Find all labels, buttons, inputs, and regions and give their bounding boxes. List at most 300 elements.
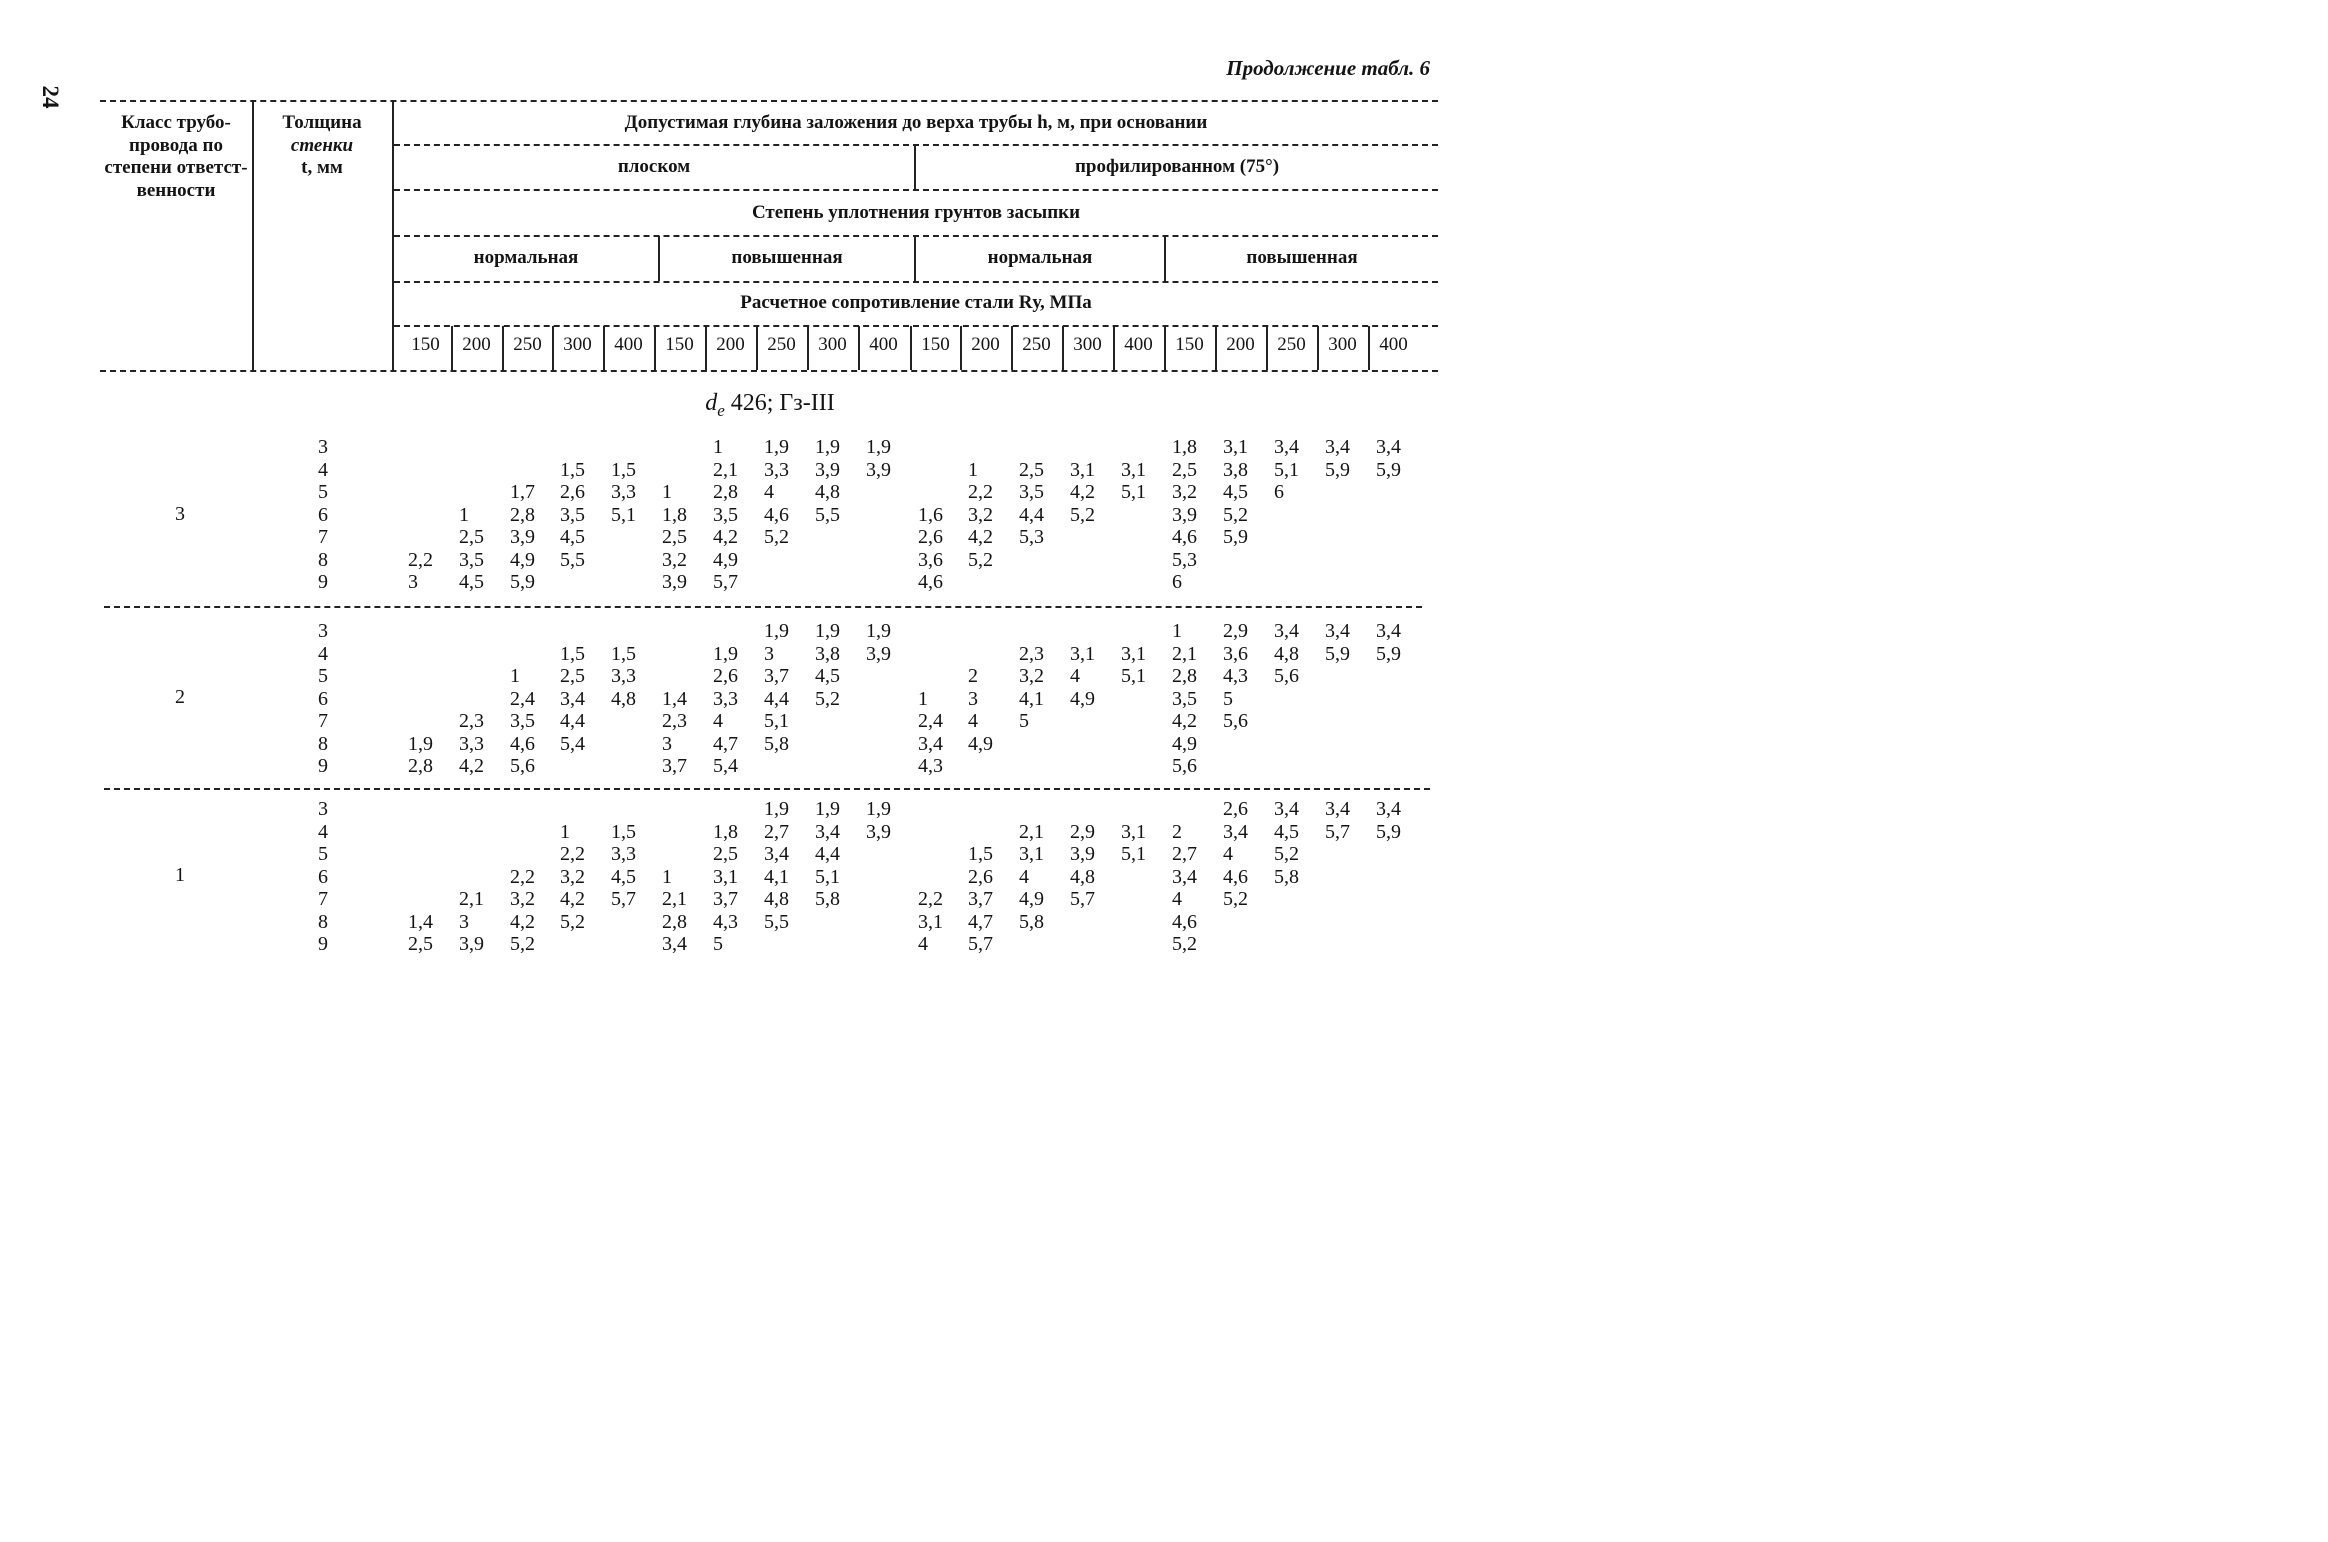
header-divider [252, 101, 254, 370]
depth-value: 1 [918, 687, 928, 710]
wall-thickness-label: 3 [318, 798, 328, 820]
depth-value: 5,7 [1070, 888, 1095, 910]
depth-value: 4,5 [815, 665, 840, 687]
wall-thickness-label: 4 [318, 820, 328, 843]
depth-value: 3,5 [459, 548, 484, 571]
depth-value: 5,9 [1223, 526, 1248, 548]
depth-value: 2,5 [662, 526, 687, 548]
wall-thickness-label: 7 [318, 526, 328, 548]
ry-value-cell: 250 [513, 334, 542, 355]
depth-value: 3,9 [866, 820, 891, 843]
depth-value: 4,7 [968, 910, 993, 933]
header-compaction-title: Степень уплотнения грунтов засыпки [751, 202, 1081, 223]
depth-value: 5,1 [815, 865, 840, 888]
depth-value: 5,5 [815, 503, 840, 526]
depth-value: 5,6 [1274, 665, 1299, 687]
depth-value: 2,8 [408, 755, 433, 777]
depth-value: 4,8 [815, 481, 840, 503]
header-base-flat: плоском [617, 156, 691, 177]
depth-value: 4,4 [1019, 503, 1044, 526]
depth-value: 2,4 [918, 710, 943, 732]
depth-value: 5,2 [1223, 888, 1248, 910]
header-compaction-increased: повышенная [731, 247, 843, 268]
depth-value: 2,5 [1172, 458, 1197, 481]
depth-value: 3,5 [1019, 481, 1044, 503]
depth-value: 2,8 [1172, 665, 1197, 687]
depth-value: 2,7 [764, 820, 789, 843]
depth-value: 3,4 [918, 732, 943, 755]
depth-value: 4 [713, 710, 723, 732]
depth-value: 3,6 [918, 548, 943, 571]
depth-value: 1,5 [611, 458, 636, 481]
depth-value: 1,9 [408, 732, 433, 755]
ry-value-cell: 300 [1328, 334, 1357, 355]
ry-cell-divider [1113, 326, 1115, 370]
depth-value: 3,3 [764, 458, 789, 481]
depth-value: 2,6 [1223, 798, 1248, 820]
depth-value: 2,9 [1223, 620, 1248, 642]
ry-value-cell: 250 [1277, 334, 1306, 355]
depth-value: 5,2 [560, 910, 585, 933]
ry-cell-divider [654, 326, 656, 370]
depth-value: 4,3 [1223, 665, 1248, 687]
depth-value: 3,9 [815, 458, 840, 481]
ry-value-cell: 150 [921, 334, 950, 355]
depth-value: 3,7 [713, 888, 738, 910]
depth-value: 1 [662, 865, 672, 888]
depth-value: 3,5 [713, 503, 738, 526]
depth-value: 2,1 [662, 888, 687, 910]
depth-value: 4,6 [918, 571, 943, 593]
pipeline-class-label: 1 [175, 864, 185, 886]
depth-value: 4,2 [968, 526, 993, 548]
depth-value: 4,6 [1172, 910, 1197, 933]
depth-value: 5,6 [1172, 755, 1197, 777]
depth-value: 3,3 [611, 665, 636, 687]
depth-value: 1 [968, 458, 978, 481]
depth-value: 2,2 [560, 843, 585, 865]
depth-value: 1,5 [968, 843, 993, 865]
depth-value: 5 [713, 933, 723, 955]
depth-value: 4,6 [510, 732, 535, 755]
depth-value: 5,9 [1376, 820, 1401, 843]
wall-thickness-label: 8 [318, 732, 328, 755]
depth-value: 1,5 [560, 642, 585, 665]
depth-value: 3,7 [968, 888, 993, 910]
header-resistance-title: Расчетное сопротивление стали Rу, МПа [740, 292, 1092, 313]
depth-value: 3,9 [1172, 503, 1197, 526]
depth-value: 5 [1019, 710, 1029, 732]
depth-value: 5,7 [968, 933, 993, 955]
depth-value: 1,6 [918, 503, 943, 526]
depth-value: 3,8 [1223, 458, 1248, 481]
depth-value: 3 [459, 910, 469, 933]
depth-value: 5,2 [1070, 503, 1095, 526]
depth-value: 5,8 [815, 888, 840, 910]
depth-value: 4,2 [1172, 710, 1197, 732]
wall-thickness-label: 6 [318, 865, 328, 888]
ry-cell-divider [807, 326, 809, 370]
depth-value: 1 [662, 481, 672, 503]
header-rule [394, 235, 1438, 237]
depth-value: 4,5 [560, 526, 585, 548]
depth-value: 3,1 [1019, 843, 1044, 865]
depth-value: 3,4 [1376, 436, 1401, 458]
depth-value: 4,3 [713, 910, 738, 933]
depth-value: 3,1 [1121, 820, 1146, 843]
depth-value: 3,3 [611, 481, 636, 503]
depth-value: 3,4 [1325, 798, 1350, 820]
depth-value: 4,4 [815, 843, 840, 865]
header-thickness-column: Толщина стенки t, мм [282, 112, 362, 178]
ry-cell-divider [756, 326, 758, 370]
depth-value: 4,1 [764, 865, 789, 888]
depth-value: 3,4 [1274, 620, 1299, 642]
depth-value: 5,2 [968, 548, 993, 571]
ry-value-cell: 250 [1022, 334, 1051, 355]
depth-value: 4,9 [1172, 732, 1197, 755]
depth-value: 5,1 [1121, 843, 1146, 865]
ry-cell-divider [1266, 326, 1268, 370]
depth-value: 5,5 [560, 548, 585, 571]
depth-value: 4,7 [713, 732, 738, 755]
depth-value: 3,4 [815, 820, 840, 843]
depth-value: 1 [1172, 620, 1182, 642]
depth-value: 4,2 [1070, 481, 1095, 503]
depth-value: 1 [510, 665, 520, 687]
wall-thickness-label: 8 [318, 548, 328, 571]
depth-value: 3,9 [459, 933, 484, 955]
depth-value: 4 [764, 481, 774, 503]
depth-value: 1 [459, 503, 469, 526]
depth-value: 3 [968, 687, 978, 710]
depth-value: 5,1 [1121, 481, 1146, 503]
depth-value: 2,2 [408, 548, 433, 571]
depth-value: 3,3 [611, 843, 636, 865]
depth-value: 5,2 [1172, 933, 1197, 955]
ry-cell-divider [1317, 326, 1319, 370]
ry-value-cell: 400 [614, 334, 643, 355]
wall-thickness-label: 9 [318, 933, 328, 955]
depth-value: 5,3 [1172, 548, 1197, 571]
ry-value-cell: 300 [818, 334, 847, 355]
ry-value-cell: 150 [665, 334, 694, 355]
wall-thickness-label: 9 [318, 571, 328, 593]
depth-value: 3,4 [1376, 798, 1401, 820]
depth-value: 4 [918, 933, 928, 955]
ry-value-cell: 400 [1124, 334, 1153, 355]
depth-value: 3,5 [1172, 687, 1197, 710]
ry-cell-divider [451, 326, 453, 370]
depth-value: 3,1 [1070, 458, 1095, 481]
depth-value: 2,7 [1172, 843, 1197, 865]
depth-value: 3,3 [713, 687, 738, 710]
pipeline-class-label: 3 [175, 503, 185, 525]
depth-value: 1,8 [713, 820, 738, 843]
depth-value: 4,6 [1172, 526, 1197, 548]
depth-value: 3,4 [1325, 436, 1350, 458]
depth-value: 2,1 [713, 458, 738, 481]
depth-value: 2,8 [713, 481, 738, 503]
header-rule [394, 189, 1438, 191]
depth-value: 4,8 [1274, 642, 1299, 665]
depth-value: 1,8 [1172, 436, 1197, 458]
depth-value: 1,5 [611, 642, 636, 665]
depth-value: 2,5 [713, 843, 738, 865]
depth-value: 3,4 [1274, 436, 1299, 458]
depth-value: 5,2 [1274, 843, 1299, 865]
depth-value: 2,5 [408, 933, 433, 955]
depth-value: 5,8 [1019, 910, 1044, 933]
depth-value: 5,9 [1376, 458, 1401, 481]
header-class-column: Класс трубо-провода по степени ответст-венности [104, 112, 248, 201]
header-rule [394, 325, 1438, 327]
wall-thickness-label: 5 [318, 843, 328, 865]
depth-value: 1,8 [662, 503, 687, 526]
depth-value: 2,8 [510, 503, 535, 526]
depth-value: 1,9 [764, 798, 789, 820]
depth-value: 4,4 [764, 687, 789, 710]
section-title-d: d [705, 390, 718, 416]
depth-value: 2,5 [560, 665, 585, 687]
wall-thickness-label: 7 [318, 710, 328, 732]
depth-value: 1,9 [713, 642, 738, 665]
depth-value: 2 [1172, 820, 1182, 843]
depth-value: 5,1 [611, 503, 636, 526]
depth-value: 3,2 [968, 503, 993, 526]
depth-value: 3,4 [764, 843, 789, 865]
ry-value-cell: 200 [462, 334, 491, 355]
depth-value: 3,4 [1376, 620, 1401, 642]
depth-value: 5 [1223, 687, 1233, 710]
depth-value: 4 [1223, 843, 1233, 865]
ry-value-cell: 400 [1379, 334, 1408, 355]
ry-value-cell: 400 [869, 334, 898, 355]
depth-value: 5,9 [1325, 458, 1350, 481]
depth-value: 6 [1274, 481, 1284, 503]
depth-value: 5,2 [815, 687, 840, 710]
depth-value: 3,9 [866, 458, 891, 481]
depth-value: 4,6 [1223, 865, 1248, 888]
depth-value: 3 [408, 571, 418, 593]
depth-value: 5,2 [1223, 503, 1248, 526]
depth-value: 2,3 [662, 710, 687, 732]
depth-value: 3,4 [1325, 620, 1350, 642]
ry-cell-divider [502, 326, 504, 370]
depth-value: 5,1 [1121, 665, 1146, 687]
depth-value: 5,5 [764, 910, 789, 933]
depth-value: 4,9 [1019, 888, 1044, 910]
depth-value: 2,9 [1070, 820, 1095, 843]
depth-value: 2,6 [918, 526, 943, 548]
depth-value: 3,2 [1172, 481, 1197, 503]
depth-value: 4,6 [764, 503, 789, 526]
depth-value: 3,2 [510, 888, 535, 910]
depth-value: 1,7 [510, 481, 535, 503]
depth-value: 3,4 [1223, 820, 1248, 843]
wall-thickness-label: 3 [318, 436, 328, 458]
depth-value: 2,1 [1172, 642, 1197, 665]
depth-value: 3,1 [1121, 642, 1146, 665]
depth-value: 3,4 [662, 933, 687, 955]
depth-value: 2,1 [1019, 820, 1044, 843]
depth-value: 4,8 [1070, 865, 1095, 888]
section-title [560, 390, 980, 421]
depth-value: 1,5 [560, 458, 585, 481]
depth-value: 5,3 [1019, 526, 1044, 548]
wall-thickness-label: 3 [318, 620, 328, 642]
depth-value: 4,3 [918, 755, 943, 777]
depth-value: 5,9 [1376, 642, 1401, 665]
depth-value: 4,9 [713, 548, 738, 571]
depth-value: 1 [713, 436, 723, 458]
depth-value: 4,8 [611, 687, 636, 710]
depth-value: 2,6 [713, 665, 738, 687]
depth-value: 3 [764, 642, 774, 665]
depth-value: 3,1 [713, 865, 738, 888]
ry-value-cell: 200 [716, 334, 745, 355]
depth-value: 2,3 [459, 710, 484, 732]
depth-value: 1,9 [764, 620, 789, 642]
depth-value: 4,9 [1070, 687, 1095, 710]
header-bottom-rule [100, 370, 1438, 372]
depth-value: 5,7 [1325, 820, 1350, 843]
depth-value: 3,2 [1019, 665, 1044, 687]
wall-thickness-label: 7 [318, 888, 328, 910]
ry-value-cell: 150 [1175, 334, 1204, 355]
ry-value-cell: 200 [1226, 334, 1255, 355]
depth-value: 5,6 [1223, 710, 1248, 732]
depth-value: 3,9 [662, 571, 687, 593]
depth-value: 4 [1172, 888, 1182, 910]
ry-cell-divider [910, 326, 912, 370]
depth-value: 6 [1172, 571, 1182, 593]
depth-value: 4,9 [968, 732, 993, 755]
page-number: 24 [38, 85, 63, 109]
header-compaction-normal: нормальная [987, 247, 1093, 268]
pipeline-class-label: 2 [175, 686, 185, 708]
depth-value: 5,4 [713, 755, 738, 777]
depth-value: 3,9 [866, 642, 891, 665]
wall-thickness-label: 8 [318, 910, 328, 933]
header-base-profiled: профилированном (75°) [1074, 156, 1280, 177]
header-depth-title: Допустимая глубина заложения до верха трубы h, м, при основании [624, 112, 1208, 133]
depth-value: 4,2 [560, 888, 585, 910]
header-rule [394, 144, 1438, 146]
depth-value: 4,5 [459, 571, 484, 593]
depth-value: 4,5 [611, 865, 636, 888]
depth-value: 3,8 [815, 642, 840, 665]
depth-value: 1,9 [815, 620, 840, 642]
depth-value: 2,6 [968, 865, 993, 888]
depth-value: 2,1 [459, 888, 484, 910]
depth-value: 5,2 [510, 933, 535, 955]
depth-value: 5,7 [611, 888, 636, 910]
header-compaction-increased: повышенная [1246, 247, 1358, 268]
ry-value-cell: 200 [971, 334, 1000, 355]
ry-cell-divider [960, 326, 962, 370]
depth-value: 3,5 [510, 710, 535, 732]
wall-thickness-label: 5 [318, 665, 328, 687]
depth-value: 1,9 [866, 436, 891, 458]
ry-cell-divider [1164, 326, 1166, 370]
ry-cell-divider [1368, 326, 1370, 370]
depth-value: 4,2 [510, 910, 535, 933]
depth-value: 1,9 [866, 798, 891, 820]
wall-thickness-label: 4 [318, 642, 328, 665]
continuation-title: Продолжение табл. 6 [1226, 56, 1430, 80]
depth-value: 4,2 [713, 526, 738, 548]
depth-value: 2 [968, 665, 978, 687]
wall-thickness-label: 4 [318, 458, 328, 481]
depth-value: 1 [560, 820, 570, 843]
section-title-rest: 426; Гз-III [724, 390, 835, 416]
depth-value: 2,4 [510, 687, 535, 710]
depth-value: 3,2 [662, 548, 687, 571]
ry-value-cell: 300 [1073, 334, 1102, 355]
depth-value: 5,9 [510, 571, 535, 593]
wall-thickness-label: 6 [318, 503, 328, 526]
depth-value: 5,4 [560, 732, 585, 755]
depth-value: 2,5 [1019, 458, 1044, 481]
depth-value: 3,1 [1070, 642, 1095, 665]
ry-value-cell: 300 [563, 334, 592, 355]
ry-cell-divider [1011, 326, 1013, 370]
depth-value: 4 [1070, 665, 1080, 687]
depth-value: 5,8 [764, 732, 789, 755]
ry-value-cell: 250 [767, 334, 796, 355]
depth-value: 2,8 [662, 910, 687, 933]
depth-value: 4,4 [560, 710, 585, 732]
depth-value: 2,2 [510, 865, 535, 888]
depth-value: 3,1 [1223, 436, 1248, 458]
depth-value: 3,7 [764, 665, 789, 687]
block-separator [104, 788, 1430, 790]
depth-value: 4,1 [1019, 687, 1044, 710]
depth-value: 3,4 [560, 687, 585, 710]
ry-cell-divider [552, 326, 554, 370]
depth-value: 3,5 [560, 503, 585, 526]
depth-value: 2,3 [1019, 642, 1044, 665]
depth-value: 5,6 [510, 755, 535, 777]
depth-value: 4,2 [459, 755, 484, 777]
depth-value: 1,9 [815, 436, 840, 458]
depth-value: 3,6 [1223, 642, 1248, 665]
depth-value: 2,2 [968, 481, 993, 503]
wall-thickness-label: 5 [318, 481, 328, 503]
depth-value: 1,5 [611, 820, 636, 843]
block-separator [104, 606, 1422, 608]
ry-cell-divider [705, 326, 707, 370]
depth-value: 2,6 [560, 481, 585, 503]
depth-value: 5,1 [764, 710, 789, 732]
depth-value: 5,9 [1325, 642, 1350, 665]
depth-value: 3,4 [1274, 798, 1299, 820]
wall-thickness-label: 9 [318, 755, 328, 777]
depth-value: 4,9 [510, 548, 535, 571]
depth-value: 3,1 [1121, 458, 1146, 481]
depth-value: 3,2 [560, 865, 585, 888]
header-rule [394, 281, 1438, 283]
depth-value: 4 [968, 710, 978, 732]
depth-value: 4,5 [1274, 820, 1299, 843]
depth-value: 4 [1019, 865, 1029, 888]
depth-value: 1,9 [764, 436, 789, 458]
depth-value: 3,4 [1172, 865, 1197, 888]
depth-value: 5,1 [1274, 458, 1299, 481]
depth-value: 4,5 [1223, 481, 1248, 503]
depth-value: 5,2 [764, 526, 789, 548]
